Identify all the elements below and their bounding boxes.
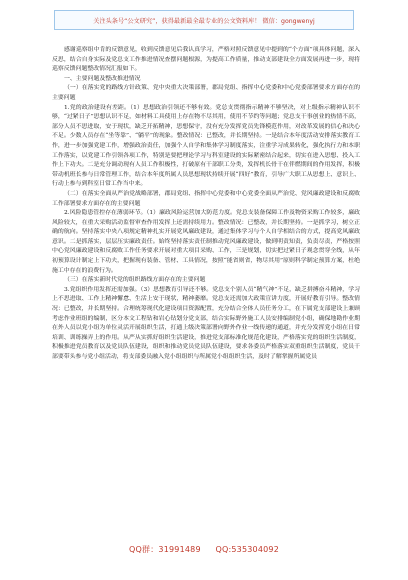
intro-paragraph: 感谢巡察组中肯的反馈意见，收到反馈意见后我认真学习，严格对照反馈意见中提到的“个方面”项具体问题，深入反思，结合自身实际及党总支工作推进情况查摆问题根源，为提高工作质量，推动支部建设全方面发展再进一步，现将巡察反馈问题整改情况汇报如下。: [52, 47, 360, 73]
section-heading: 一、主要问题及整改推进情况: [64, 75, 141, 82]
subsection-heading: （二）在落实全面从严治党战略部署，郡局党组、指挥中心党委和中心党委全面从严治党、党风廉政建设和反腐败工作部署要求方面存在的主要问题: [52, 190, 360, 207]
footer-qq: QQ:535304092: [215, 545, 279, 554]
body-paragraph: 3.党组织作用发挥还需加强。（3）思想教育引导还不够。党总支个别人员“精气神”不足，缺乏拼搏奋斗精神，学习上不思进取、工作上精神懈怠、生活上安于现状，精神萎靡。党总支还需加大政策宣讲力度，开展好教育引导。整改情况：已整改，并长期坚持。合理统筹现代化建设项目资源配置，充分结合全体人员任务分工，在下属党支部建设上兼顾考虑作业班组的编制，区分本文工程钻和岩心钻划分党支部，结合实际野外施工人员安排编制党小组，确保地勘作业期在外人员以党小组为单位灵活开展组织生活，打通上级决策部署向野外作业一线传递的通道，并充分发挥党小组在日常培训、训练操弄上的作用。从严从实抓好组织生活建设，推进党支部标准化规范化建设，严格落实党的组织生活制度，积极推进党员教育以及党员队伍建设，组织和推动党员党员队伍建设，要求各委员严格落实双重组织生活制度，党员干部要带头参与党小组活动，将支部委员融入党小组组织与所属党小组组织生活，及时了解掌握所属党员: [52, 286, 360, 360]
footer-contact: [0, 544, 408, 555]
top-promo-banner: 关注头条号“公文研究”，获得最新最全最专业的公文资料库！ 微信：gongwenyj: [54, 10, 354, 30]
body-paragraph: 2.风险隐患管控存在薄弱环节。（1）廉政风险运营加大防范力度。党总支装备保障工作及物资采购工作较多，廉政风险较大，在重大采购活动监督审查作用发挥上还需持续用力。整改情况：已整改，并长期坚持。一是抓学习，树立正确的航向。坚持落实中央八项规定精神扎实开展党风廉政建设，通过集体学习与个人自学相结合的方式，提高党风廉政意识。二是抓落实，层层压实廉政责任。始终坚持落实责任制推动党风廉政建设，做到明责知责，负责尽责，严格按照中心党风廉政建设和反腐败工作任务要求开展对重大项目采购、工作，三是规划，切实把过紧日子观念贯穿全线，从年初预算设计制定上下功夫，把握现有装备、管材、工具情况，按照“能省则省，物尽其用”原则科学制定预算方案，杜绝施工中存在的浪费行为。: [52, 210, 360, 274]
footer-qq-group: QQ群：31991489: [129, 545, 201, 554]
subsection-heading: （一）在落实党的路线方针政策、党中央重大决策部署，郡局党组、指挥中心党委和中心党委部署要求方面存在的主要问题: [52, 85, 360, 101]
document-body: [52, 46, 360, 363]
body-paragraph: 1.党的政治建设有差距。（1）思想政治引领还不够有效。党总支贯彻指示精神不够坚决，对上级指示精神认识不够，“过紧日子”思想认识不足，如材料工具使用上存在物不尽其用，使用不节约等问题；党总支干事创业的热情不高，部分人员不思进取，安于现状，缺乏开拓精神，思想保守，没有充分发挥党员先锋模范作用，对改革发展的信心和决心不足。少数人员存在“坐等靠”、“躺平”的现象。整改情况：已整改，并长期坚持。一是结合本年度活动安排落实教育工作，进一步加强党建工作，增强政治责任，加强个人自学和集体学习制度落实，注重学习成果转化，强化执行力和本职工作落实，以党建工作引领各项工作，特别是要把理论学习与科室建设的实际紧密结合起来，切实在进入思想、投入工作上下功夫。二是充分调动现有人员工作积极性，打破原有干部职工分类，发挥机长骨干在伴燃期间的作用发挥，积极带动机班长参与日常管理工作，结合本年度所属人员思想现状持续开展“四好”教育，引导广大职工从思想上、意识上、行动上参与到科室日常工作当中来。: [52, 104, 360, 188]
subsection-heading: （三）在落实新时代党的组织路线方面存在的主要问题: [64, 277, 206, 284]
